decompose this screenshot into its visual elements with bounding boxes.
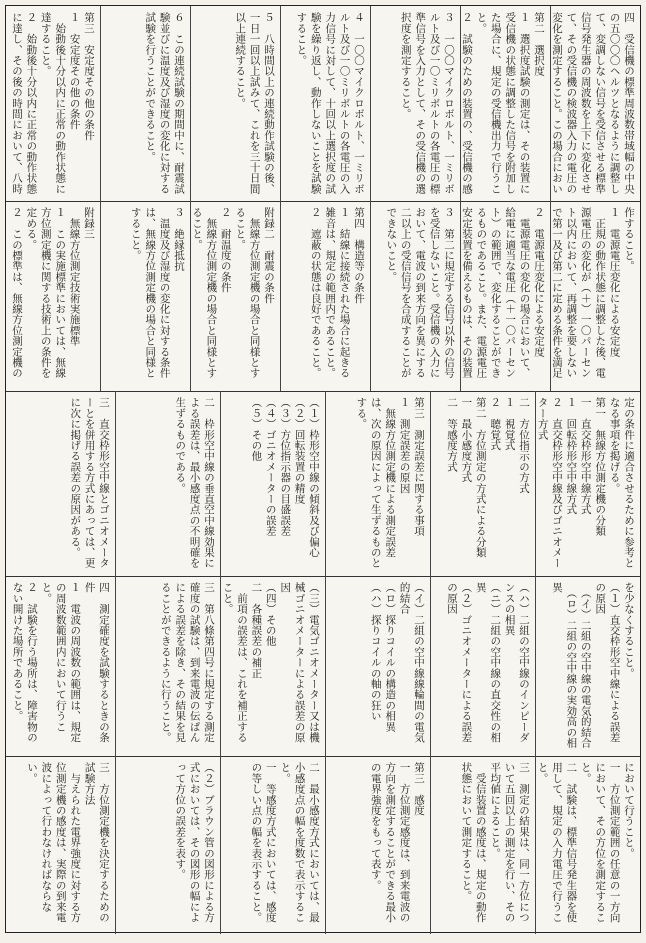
text-column: 第三 感度 一 方位測定感度は、到来電波の方向を測定することができる最小の電界強度をもって表す。 [369, 762, 425, 923]
text-column: （三）電気ゴニオメーター又は機械ゴニオメーターによる誤差の原因 （四）その他 二 各種誤差の補正 前項の誤差は、これを補正すること。 [221, 582, 320, 743]
text-column: 定の条件に適合させるために参考となる事項を掲げる。 第一 無線方位測定機の分類 一 直交枠形空中線方式 １ 回転枠形空中線方式 ２ 直交枠形空中線及びゴニオメーター方式 [536, 397, 635, 569]
text-column: （ハ）二組の空中線のインピーダンスの相異 （ニ）二組の空中線の直交性の相異 （２）ゴニオメーターによる誤差の原因 [445, 582, 530, 743]
text-column: 二 最小感度方式においては、最小感度点の幅を度数で表示すること。 一 等感度方式においては、感度の等しい点の幅を表示すること。 [250, 762, 320, 923]
text-column: 第四 構造等の条件 １ 結線に接続された場合に起きる雑音は、規定の範囲内であること。 ２ 遮蔽の状態は良好であること。 [309, 207, 365, 379]
text-column: （２）ブラウン管の図形による方式においては、その図形の幅によって方位の誤差を表す。 [174, 762, 215, 923]
text-column: ３ 一〇〇マイクロボルト、一ミリボルト及び一〇ミリボルトの各電圧の標準信号を入力として、その受信機の選択度を測定すること。 [399, 12, 455, 194]
text-band-1 [6, 6, 640, 202]
text-column: 附録三 無線方位測定技術実施標準 １ この実施標準においては、無線方位測定機に関する技術上の条件を定める。 ２ この標準は、無線方位測定機の [11, 207, 95, 379]
text-column: 二 方位指示の方式 １ 視覚式 ２ 聴覚式 第二 方位測定の方式による分類 一 最小感度方式 二 等感度方式 [445, 397, 530, 558]
text-column: ３ 第二に規定する信号以外の信号を受信しないこと。受信機の入力において、電波の到来方向を異にする二以上の受信信号を合成することができないこと。 [385, 207, 455, 379]
text-band-3 [6, 391, 640, 577]
text-band-2 [6, 201, 640, 392]
text-column: ５ 八時間以上の連続動作試験の後、一日一回以上試みて、これを三十日間以上連続すること。 [234, 12, 275, 194]
text-column: 第三 安定度その他の条件 １ 安定度その他の条件 始動後十分以内に正常の動作状態に達すること。 ２ 始動後十分以内に正常の動作状態に達し、その後の時間において、八時 [11, 12, 95, 194]
text-column: 第二 選択度 １ 選択度試験の測定は、その装置に受信機の状態に調整した信号を附加した場合に、規定の受信機出力で行うこと。 ２ 試験のための装置の、受信機の感 [461, 12, 545, 194]
text-column: ２ 電源電圧変化による安定度 電源電圧の変化の場合において、給電に適当な電圧（＋一〇パーセント）の範囲で、変化することができるものであること。また、電源電圧安定装置を備えるものは、その装置 [461, 207, 545, 379]
text-column: ６ この連続試験の期間中に、耐震試験並びに温度及び湿度の変化に対する試験を行うことができること。 [144, 12, 185, 194]
text-band-4 [6, 576, 640, 757]
text-column: （１）枠形空中線の傾斜及び偏心 （２）回転装置の精度 （３）方位指示器の目盛誤差 （４）ゴニオメーターの誤差 （５）その他 [250, 397, 320, 558]
text-band-5 [6, 756, 640, 934]
text-column: 三 測定の結果は、同一方位について五回以上の測定を行い、その平均値によること。 受信装置の感度は、規定の動作状態において測定すること。 [460, 762, 530, 923]
text-column: 附録二 耐震の条件 無線方位測定機の場合と同様とすること。 ２ 耐温度の条件 無線方位測定機の場合と同様とすること。 [191, 207, 275, 379]
text-column: 第三 測定誤差に関する事項 １ 測定誤差の原因 無線方位測定機による測定誤差は、次の原因によって生ずるものとする。 [355, 397, 425, 569]
text-column: 四 受信機の標準周波数帯域幅の中央の五〇〇〇ヘルツとなるように調整して、変調しない信号を受信させる標準信号発生器の周波数を上下に変化させて、その受信機の検波器入力の電圧の変化を測定すること。この場合におい [551, 12, 635, 194]
text-column: 四 測定確度を試験するときの条件 １ 電波の周波数の範囲は、規定の周波数範囲内において行うこと。 ２ 試験を行う場所は、障害物のない開けた場所であること。 [11, 582, 110, 743]
text-column: 二 枠形空中線の垂直空中線効果による誤差は、最小感度点の不明確を生ずるものである。 [174, 397, 215, 569]
text-column: 三 第八條第四号に規定する測定確度の試験は、到来電波の伝ぱんによる誤差を除き、その結果を見ることができるように行うこと。 [159, 582, 215, 743]
text-column: 三 方位測定機を決定するための試験方法 与えられた電界強度に対する方位測定機の感度は、実際の到来電波によって行わなければならない。 [25, 762, 110, 923]
text-column: （イ）二組の空中線線輪間の電気的結合 （ロ）探りコイルの構造の相異 （ハ）探りコイルの軸の狂い [369, 582, 425, 743]
document-page [5, 5, 641, 933]
text-column: ４ 一〇〇マイクロボルト、一ミリボルト及び一〇ミリボルトの各電圧の入力信号に対して、十回以上選択度の試験を繰り返し、動作しないことを試験すること。 [295, 12, 365, 194]
text-column: ３ 絶縁抵抗 温度及び湿度の変化に対する条件は、無線方位測定機の場合と同様とすること。 [129, 207, 185, 379]
text-column: 作すること。 １ 電源電圧変化による安定度 正規の動作状態に調整した後、電源電圧の変化が（＋）一〇パーセント以内において、再調整を要しないで第一及び第二に定める条件を満足 [551, 207, 635, 379]
text-column: において行うこと。 一 方位測定範囲の任意の一方向において、その方位を測定すること。 二 試験は、標準信号発生器を使用して、規定の入力電圧で行うこと。 [536, 762, 635, 923]
text-column: 三 直交枠形空中線とゴニオメーターとを併用する方式にあっては、更に次に掲げる誤差の原因がある。 [69, 397, 110, 569]
text-column: を少なくすること。 （１）直交枠形空中線による誤差の原因 （イ）二組の空中線の電気的結合 （ロ）二組の空中線の実効高の相異 [550, 582, 635, 748]
